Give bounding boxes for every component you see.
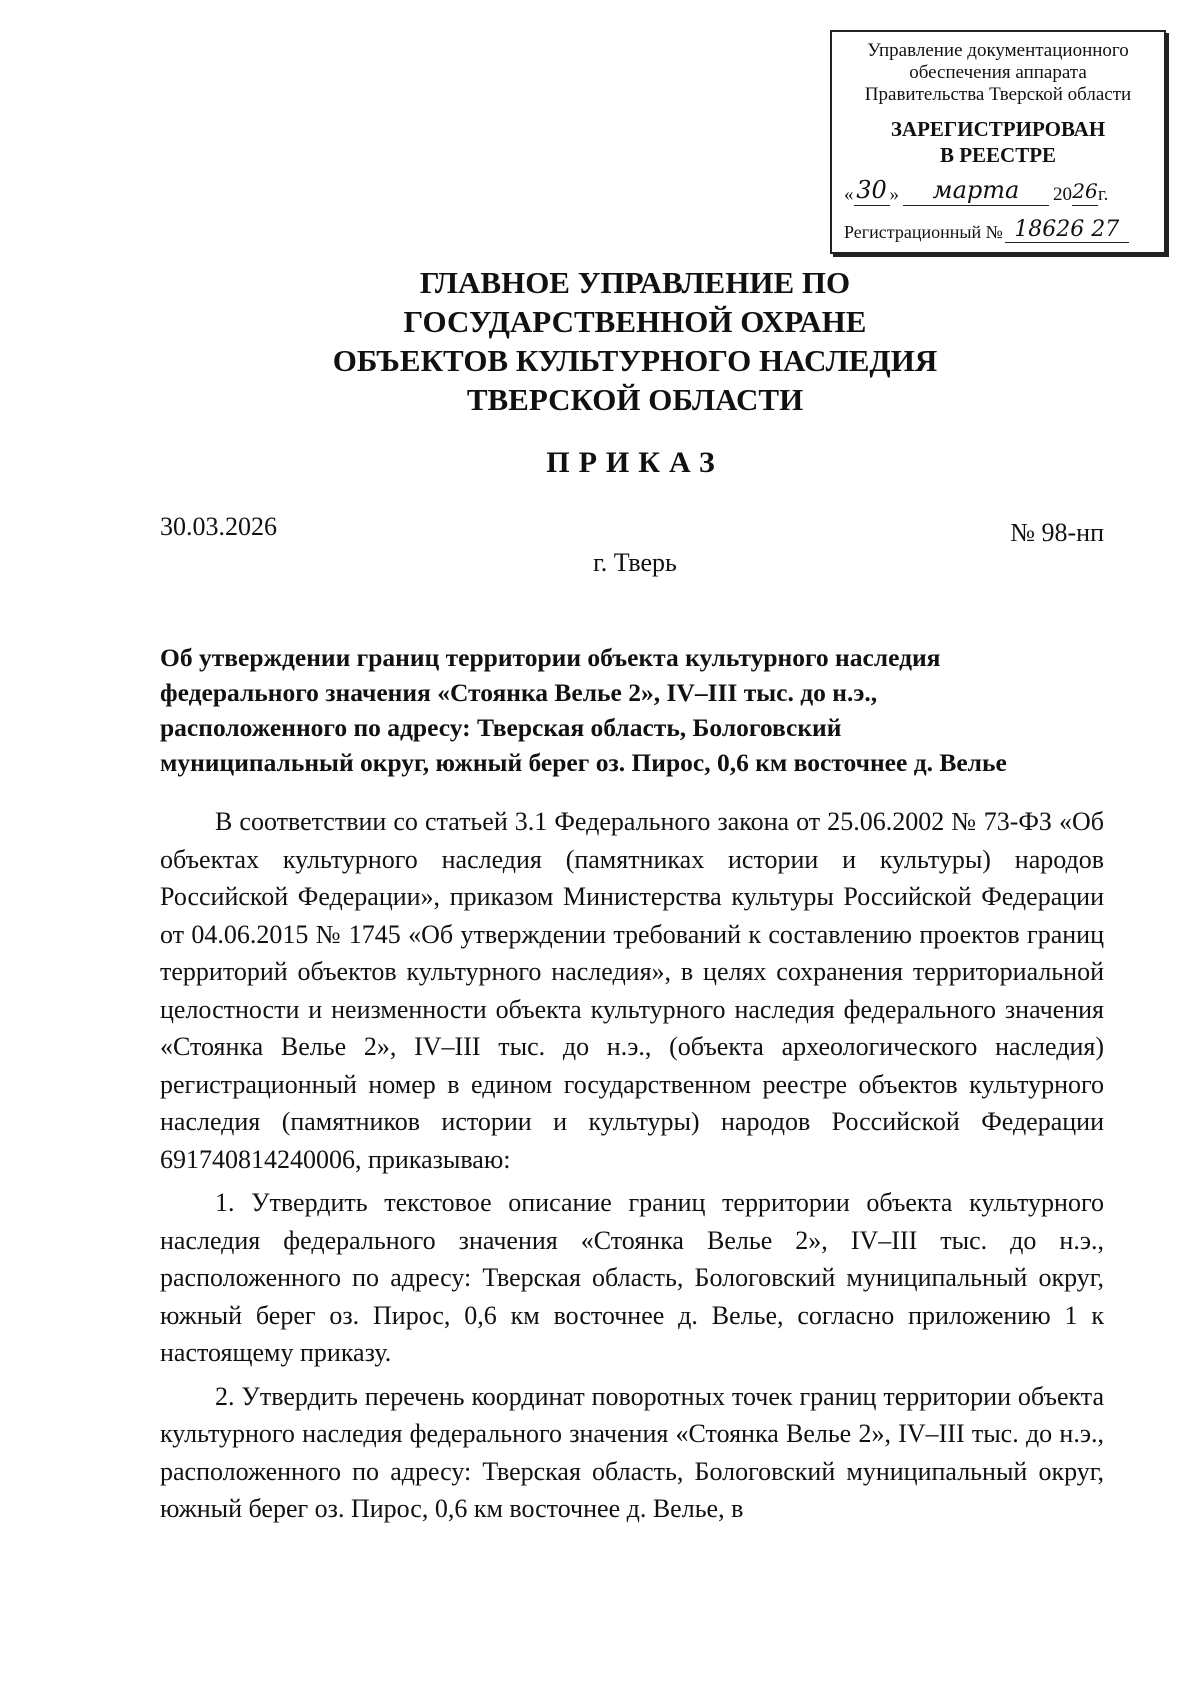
document-number: № 98-нп — [1010, 518, 1104, 547]
document-type: ПРИКАЗ — [546, 446, 724, 479]
document-subject — [160, 640, 1110, 780]
stamp-org-line: Правительства Тверской области — [864, 84, 1132, 105]
stamp-reg-number — [838, 218, 1158, 243]
stamp-date-quote-close: » — [889, 184, 899, 205]
document-body — [160, 803, 1104, 1534]
stamp-reg-number-label: Регистрационный № — [844, 222, 1003, 242]
stamp-date-year-suffix: 26 — [1072, 179, 1098, 203]
body-item-2: 2. Утвердить перечень координат поворотных точек границ территории объекта культурного наследия федерального значения «Стоянка Велье 2», IV–III тыс. до н.э., расположенного по адресу: Тверская область, Бологовский муниципальный округ, южный берег оз. Пирос, 0,6 км восточнее д. Велье, в — [160, 1381, 1104, 1523]
subject-line: муниципальный округ, южный берег оз. Пирос, 0,6 км восточнее д. Велье — [160, 748, 1007, 777]
stamp-registered-line: В РЕЕСТРЕ — [939, 143, 1057, 167]
agency-name — [200, 263, 1070, 419]
body-preamble: В соответствии со статьей 3.1 Федерального закона от 25.06.2002 № 73-ФЗ «Об объектах культурного наследия (памятниках истории и культуры) народов Российской Федерации», приказом Министерства культуры Российской Федерации от 04.06.2015 № 1745 «Об утверждении требований к составлению проектов границ территорий объектов культурного наследия», в целях сохранения территориальной целостности и неизменности объекта культурного наследия федерального значения «Стоянка Велье 2», IV–III тыс. до н.э., (объекта археологического наследия) регистрационный номер в едином государственном реестре объектов культурного наследия (памятников истории и культуры) народов Российской Федерации 691740814240006, приказываю: — [160, 807, 1104, 1174]
stamp-date-year-unit: г. — [1098, 184, 1109, 205]
stamp-date-month: марта — [932, 176, 1020, 204]
document-date: 30.03.2026 — [160, 512, 277, 541]
stamp-date-year-prefix: 20 — [1053, 184, 1072, 205]
stamp-org-line: обеспечения аппарата — [909, 62, 1087, 83]
agency-name-line: ГОСУДАРСТВЕННОЙ ОХРАНЕ — [403, 304, 867, 339]
agency-name-line: ТВЕРСКОЙ ОБЛАСТИ — [466, 382, 804, 417]
subject-line: федерального значения «Стоянка Велье 2», IV–III тыс. до н.э., — [160, 678, 878, 707]
stamp-date-quote-open: « — [844, 184, 854, 205]
stamp-date — [838, 178, 1158, 206]
stamp-date-day: 30 — [856, 176, 887, 204]
agency-name-line: ОБЪЕКТОВ КУЛЬТУРНОГО НАСЛЕДИЯ — [332, 343, 938, 378]
registration-stamp — [830, 30, 1166, 254]
stamp-org-line: Управление документационного — [867, 40, 1129, 61]
agency-name-line: ГЛАВНОЕ УПРАВЛЕНИЕ ПО — [419, 265, 851, 300]
subject-line: расположенного по адресу: Тверская область, Бологовский — [160, 713, 842, 742]
subject-line: Об утверждении границ территории объекта культурного наследия — [160, 643, 941, 672]
stamp-registered-line: ЗАРЕГИСТРИРОВАН — [890, 117, 1106, 141]
stamp-reg-number-value: 18626 27 — [1014, 217, 1120, 242]
document-city: г. Тверь — [593, 548, 677, 577]
body-item-1: 1. Утвердить текстовое описание границ территории объекта культурного наследия федерального значения «Стоянка Велье 2», IV–III тыс. до н.э., расположенного по адресу: Тверская область, Бологовский муниципальный округ, южный берег оз. Пирос, 0,6 км восточнее д. Велье, согласно приложению 1 к настоящему приказу. — [160, 1188, 1104, 1367]
